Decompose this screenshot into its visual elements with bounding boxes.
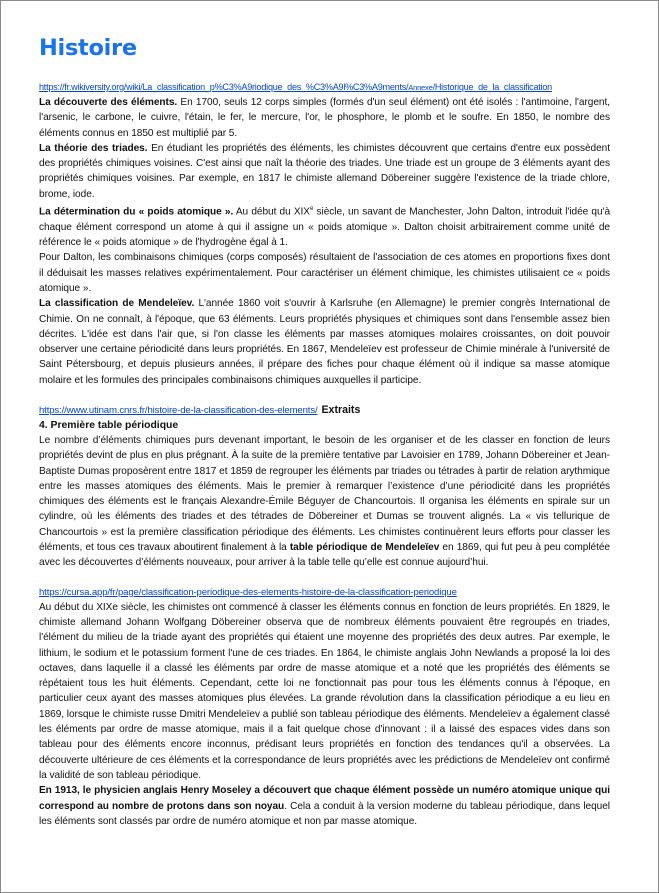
paragraph-text: L'année 1860 voit s'ouvrir à Karlsruhe (en Allemagne) le premier congrès International de Chimie. On ne connaît, à l'époque, que 63 éléments. Leurs propriétés physiques et chimiques sont dans l'ensemble assez bien décrites. L'idée est dans l'air que, si l'on classe les éléments par masses atomiques molaires croissantes, on doit pouvoir observer une certaine périodicité dans leurs propriétés. En 1867, Mendeleïev est professeur de Chimie minérale à l'université de Saint Pétersbourg, et depuis plusieurs années, il prépare des fiches pour chaque élément où il indique sa masse atomique molaire et les formules des principales combinaisons chimiques auxquelles il participe. bbox=[39, 298, 611, 386]
paragraph-premiere-table bbox=[39, 433, 610, 571]
source-section-cursa bbox=[39, 585, 610, 829]
paragraph-poids-atomique bbox=[39, 202, 610, 250]
paragraph-text: siècle, un savant de Manchester, John Dalton, introduit l'idée qu'à chaque élément correspond un atome à qui il assigne un « poids atomique ». Dalton choisit arbitrairement comme unité de référence le « poids atomique » de l'hydrogène égal à 1. bbox=[39, 206, 611, 249]
paragraph-moseley bbox=[39, 783, 610, 829]
section-subtitle: 4. Première table périodique bbox=[39, 420, 179, 431]
page-title: Histoire bbox=[39, 35, 137, 61]
source-link-wikiversity[interactable] bbox=[39, 80, 610, 95]
paragraph-bold: table périodique de Mendeleïev bbox=[289, 542, 440, 554]
link-text-part: https://fr.wikiversity.org/wiki/La_classification_p%C3%A9riodique_des_%C3%A9l%C3%A9ments/ bbox=[39, 82, 409, 92]
paragraph-text: En 1700, seuls 12 corps simples (formés d'un seul élément) ont été isolés : l'antimoine, l'argent, l'arsenic, le carbone, le cuivre, l'étain, le fer, le mercure, l'or, le phosphore, le plomb et le soufre. En 1850, le nombre des éléments connus en 1850 est multiplié par 5. bbox=[39, 97, 610, 139]
paragraph-text: Au début du XIX bbox=[233, 206, 310, 218]
source-link-cursa[interactable]: https://cursa.app/fr/page/classification-periodique-des-elements-histoire-de-la-classification-periodique bbox=[39, 586, 457, 598]
paragraph-text: En étudiant les propriétés des éléments, les chimistes découvrent que certains d'entre eux possèdent des propriétés chimiques voisines. C'est ainsi que naît la théorie des triades. Une triade est un groupe de 3 éléments ayant des propriétés chimiques voisines. Par exemple, en 1817 le chimiste allemand Döbereiner suggère l'existence de la triade chlore, brome, iode. bbox=[39, 142, 610, 200]
paragraph-cursa bbox=[39, 600, 610, 784]
paragraph-bold: En 1913, le physicien anglais Henry Moseley a découvert que chaque élément possède un numéro atomique unique qui correspond au nombre de protons dans son noyau bbox=[39, 785, 610, 812]
paragraph-dalton bbox=[39, 250, 610, 296]
paragraph-lead: La théorie des triades. bbox=[39, 142, 148, 154]
paragraph-lead: La détermination du « poids atomique ». bbox=[39, 206, 234, 218]
link-text-part: /Historique_de_la_classification bbox=[432, 82, 552, 92]
document-content bbox=[39, 33, 610, 829]
source-section-utinam bbox=[39, 403, 610, 571]
source-link-utinam[interactable]: https://www.utinam.cnrs.fr/histoire-de-la-classification-des-elements/ bbox=[39, 405, 318, 416]
paragraph-lead: La découverte des éléments. bbox=[39, 97, 178, 108]
paragraph-decouverte bbox=[39, 95, 610, 141]
spacer bbox=[39, 388, 610, 403]
paragraph-text: Au début du XIXe siècle, les chimistes ont commencé à classer les éléments connus en fonction de leurs propriétés. En 1829, le chimiste allemand Johann Wolfgang Döbereiner observa que de nombreux éléments pouvaient être regroupés en triades, l'élément du milieu de la triade ayant des propriétés qui étaient une moyenne des propriétés des deux autres. Par exemple, le lithium, le sodium et le potassium forment l'une de ces triades. En 1864, le chimiste anglais John Newlands a proposé la loi des octaves, dans laquelle il a classé les éléments par ordre de masse atomique et a noté que les propriétés des éléments se répétaient tous les huit éléments. Cependant, cette loi ne fonctionnait pas pour tous les éléments connus à l'époque, en particulier ceux ayant des masses atomiques plus élevées. La grande révolution dans la classification périodique a eu lieu en 1869, lorsque le chimiste russe Dmitri Mendeleïev a publié son tableau périodique des éléments. Mendeleïev a également classé les éléments par ordre de masse atomique, mais il a fait quelque chose d'innovant : il a laissé des espaces vides dans son tableau pour des éléments encore inconnus, prédisant leurs propriétés en fonction des tendances qu'il a observées. La découverte ultérieure de ces éléments et la correspondance de leurs propriétés avec les prédictions de Mendeleïev ont confirmé la validité de son tableau périodique. bbox=[39, 601, 610, 781]
source-header-utinam bbox=[39, 403, 610, 418]
superscript: e bbox=[310, 206, 314, 213]
paragraph-triades bbox=[39, 141, 610, 202]
paragraph-lead: La classification de Mendeleïev. bbox=[39, 298, 195, 310]
link-text-part: Annexe bbox=[408, 83, 433, 92]
paragraph-text: en 1869, qui fut peu à peu complétée avec les découvertes d’éléments nouveaux, pour arriver à la table telle qu’elle est connue aujourd’hui. bbox=[39, 542, 610, 569]
paragraph-text: Pour Dalton, les combinaisons chimiques (corps composés) résultaient de l'association de ces atomes en proportions fixes dont il déduisait les masses relatives expérimentalement. Pour caractériser un élément chimique, les chimistes utilisaient ce « poids atomique ». bbox=[39, 252, 610, 294]
paragraph-text: . Cela a conduit à la version moderne du tableau périodique, dans lequel les éléments sont classés par ordre de numéro atomique et non par masse atomique. bbox=[39, 800, 610, 827]
spacer bbox=[39, 571, 610, 585]
extraits-label: Extraits bbox=[321, 404, 361, 416]
paragraph-mendeleiev bbox=[39, 296, 610, 388]
source-section-wikiversity bbox=[39, 80, 610, 388]
paragraph-text: Le nombre d’éléments chimiques purs devenant important, le besoin de les organiser et de les classer en fonction de leurs propriétés devint de plus en plus prégnant. À la suite de la première tentative par Lavoisier en 1789, Johann Döbereiner et Jean-Baptiste Dumas proposèrent entre 1817 et 1859 de regrouper les éléments par triades ou tétrades à partir de relation arythmique entre les masses atomiques des éléments. Mais le premier à remarquer l’existence d’une périodicité dans les propriétés chimiques des éléments est le français Alexandre-Émile Béguyer de Chancourtois. Il organisa les éléments en spirale sur un cylindre, où les éléments des triades et des tétrades de Döbereiner et Dumas se trouvent alignés. La « vis tellurique de Chancourtois » est la première classification périodique des éléments. Les chimistes continuèrent leurs efforts pour classer les éléments, et tous ces travaux aboutirent finalement à la bbox=[39, 435, 610, 554]
